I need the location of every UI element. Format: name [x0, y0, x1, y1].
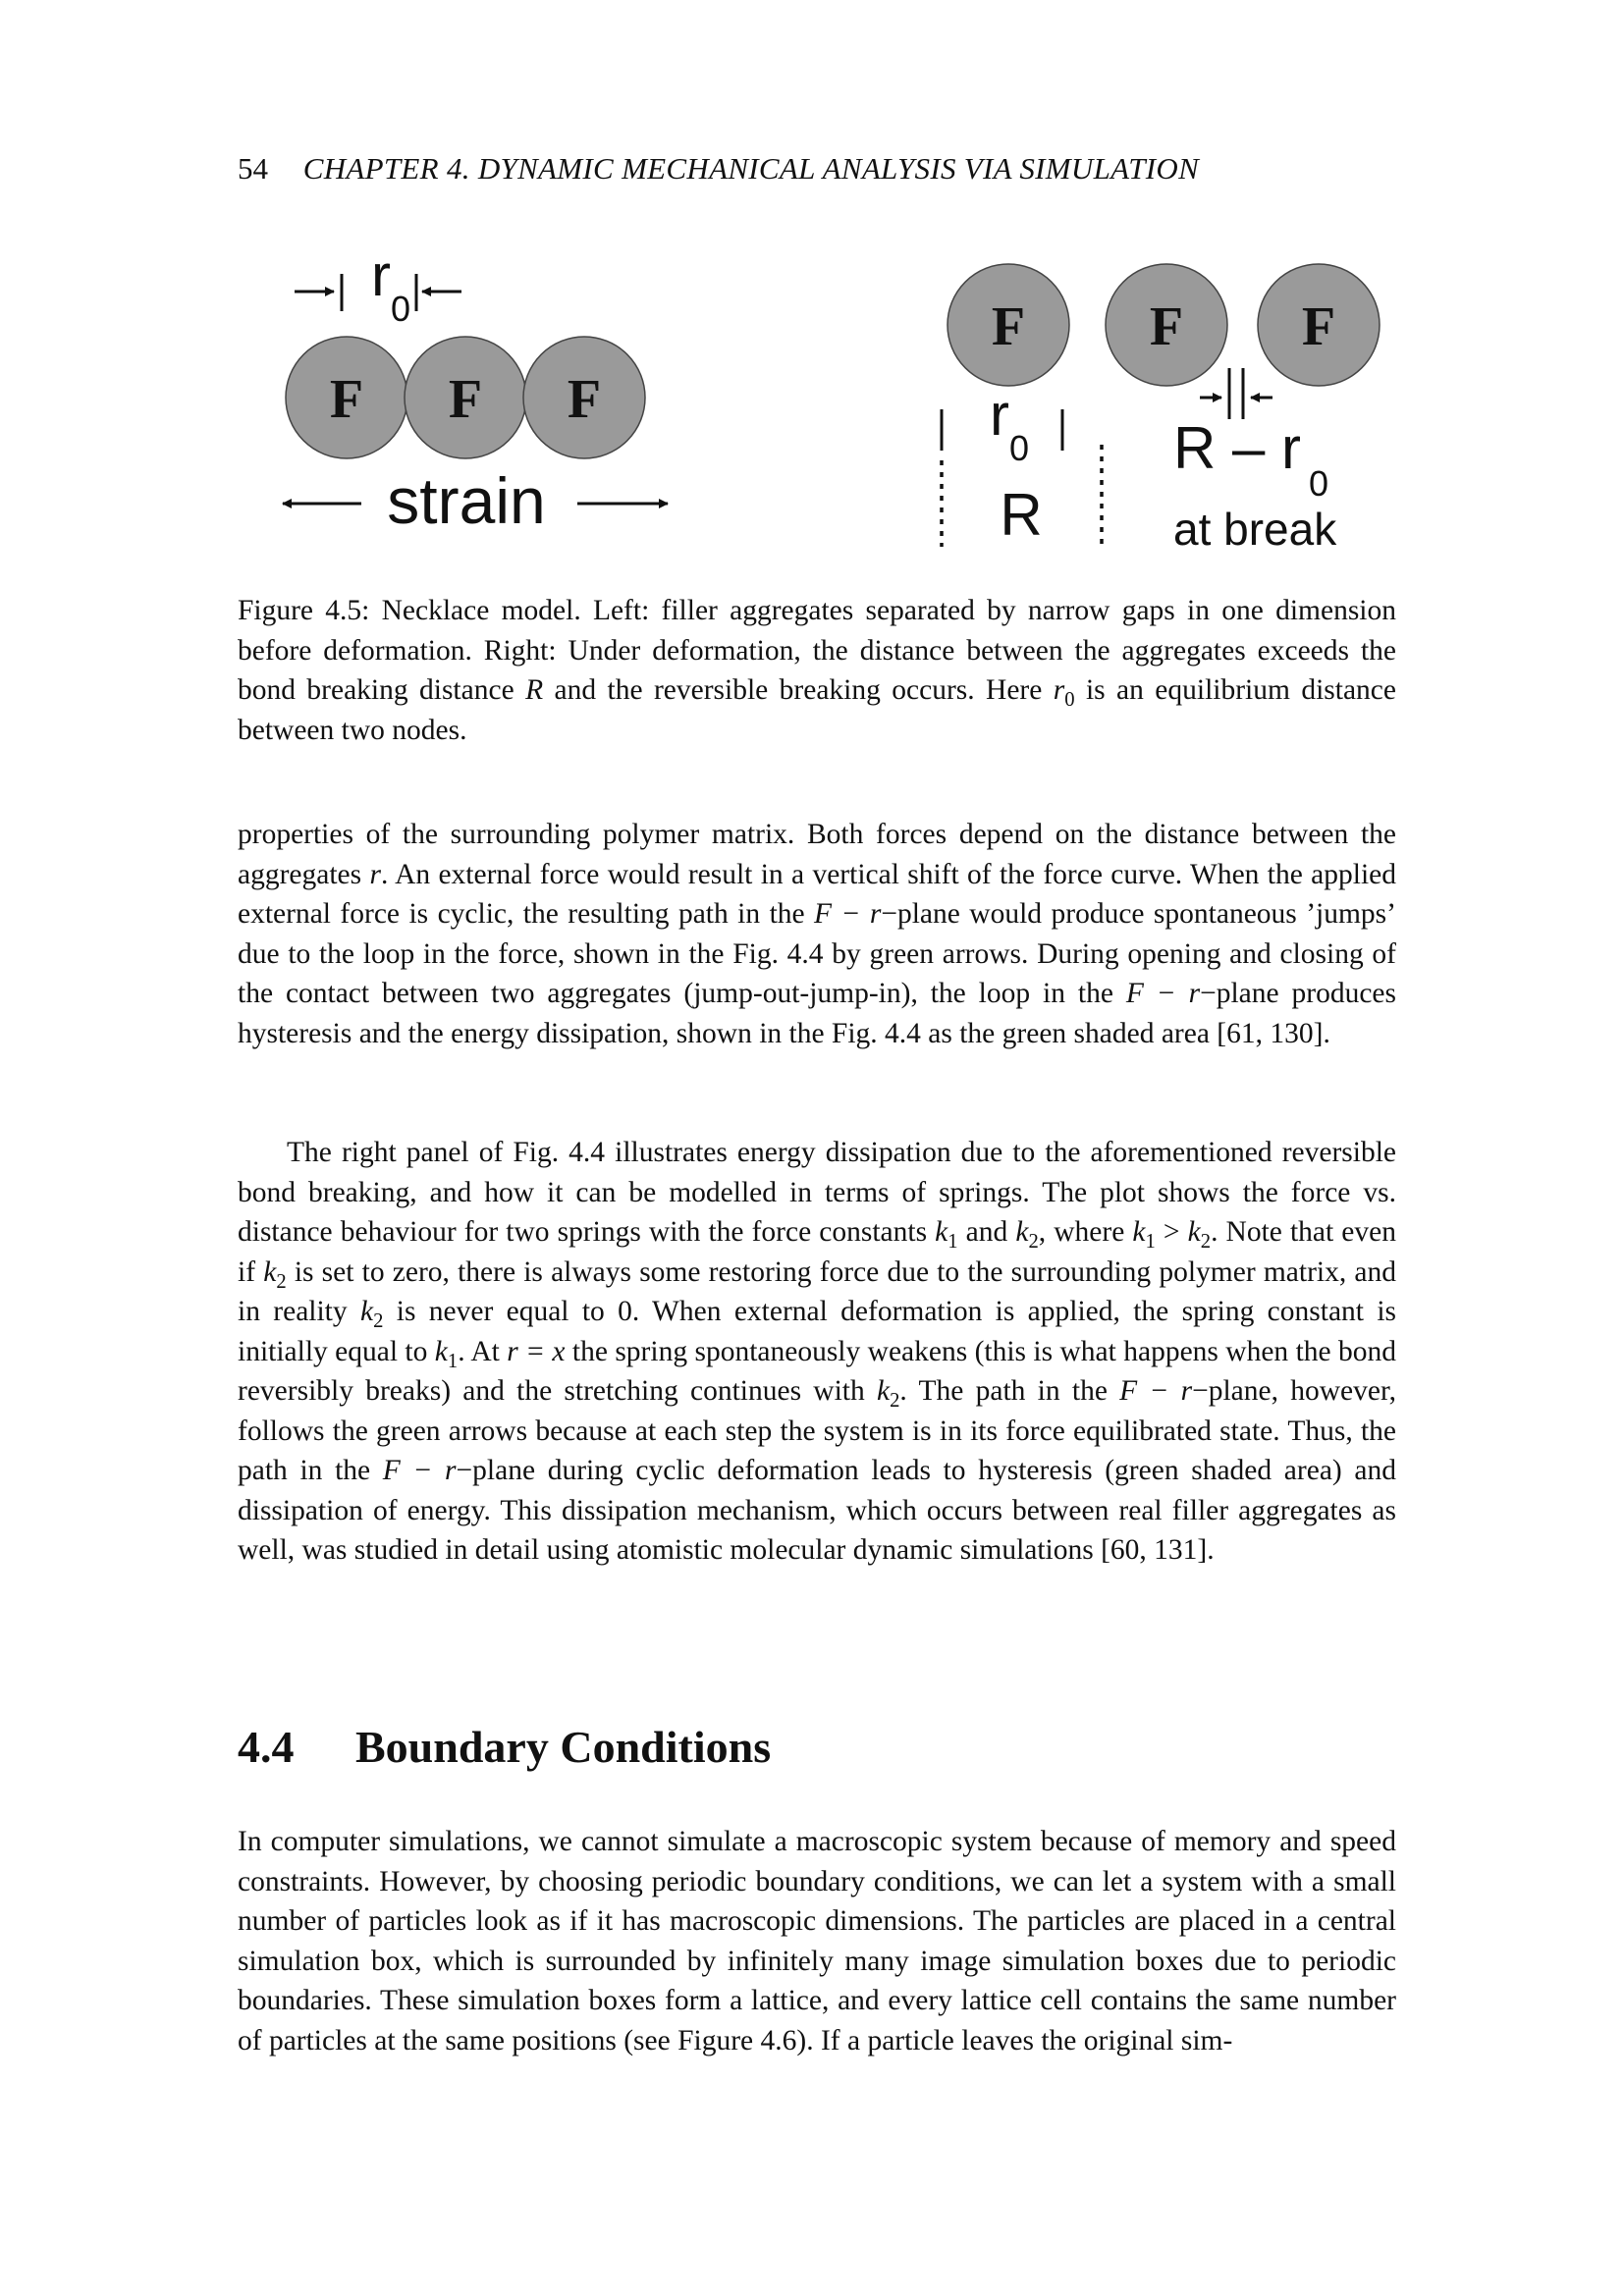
gap-label: R – r [1173, 415, 1302, 481]
text: is set to zero, there is always some restoring force due to the surrounding polymer matrix, and in reality [238, 1255, 1397, 1327]
section-number: 4.4 [238, 1722, 295, 1772]
math: k [1187, 1216, 1201, 1248]
body-paragraph-1 [238, 815, 1396, 1053]
text: . Note that even if [238, 1216, 1396, 1288]
break-label: at break [1173, 504, 1337, 555]
text: is never equal to 0. When external deformation is applied, the spring constant is initially equal to [238, 1296, 1397, 1367]
text: . The path in the [899, 1375, 1120, 1407]
math: k [935, 1216, 948, 1248]
text: . At [458, 1335, 508, 1367]
math-sub: 1 [447, 1350, 459, 1372]
text: the spring spontaneously weakens (this is what happens when the bond reversibly breaks) and the stretching continues with [238, 1335, 1397, 1407]
caption-math-r: r [1053, 674, 1065, 706]
caption-text: Figure 4.5: Necklace model. Left: filler aggregates separated by narrow gaps in one dimension before deformation. Right: Under deformation, the distance between the aggregates exceeds the bond breaking distance [238, 595, 1396, 706]
caption-text: is an equilibrium distance between two nodes. [238, 674, 1396, 746]
spacing-label: r [371, 250, 391, 308]
particle-label: F [448, 369, 483, 430]
text: The right panel of Fig. 4.4 illustrates energy dissipation due to the aforementioned reversible bond breaking, and how it can be modelled in terms of springs. The plot shows the force vs. distance behaviour for two springs with the force constants [238, 1137, 1396, 1248]
text: −plane, however, follows the green arrows because at each step the system is in its force equilibrated state. Thus, the path in the [238, 1375, 1396, 1486]
R-label: R [1000, 482, 1043, 548]
body-paragraph-2 [238, 1133, 1396, 1571]
math: k [877, 1375, 891, 1407]
math: r = x [507, 1335, 566, 1367]
math-sub: 2 [373, 1309, 384, 1332]
section-heading [238, 1720, 1396, 1775]
gap-sub: 0 [1309, 463, 1329, 504]
math-sub: 2 [1200, 1230, 1212, 1253]
math: F − r [1125, 978, 1201, 1009]
math: k [263, 1255, 277, 1288]
text: −plane would produce spontaneous ’jumps’ due to the loop in the force, shown in the Fig. 4.4 by green arrows. During opening and closing of the contact between two aggregates (jump-out-jump-in), the loop in the [238, 898, 1396, 1009]
math-sub: 2 [276, 1270, 287, 1293]
page-number: 54 [238, 151, 268, 186]
math: k [434, 1335, 448, 1367]
particle-label: F [329, 369, 364, 430]
particle-label: F [567, 369, 602, 430]
right-panel [942, 264, 1380, 555]
text: , where [1038, 1216, 1133, 1248]
math: F − r [382, 1455, 457, 1486]
strain-label: strain [387, 464, 546, 537]
text: properties of the surrounding polymer matrix. Both forces depend on the distance between the aggregates [238, 819, 1396, 890]
figure-necklace-model [265, 250, 1394, 574]
math-sub: 1 [947, 1230, 958, 1253]
chapter-title: CHAPTER 4. DYNAMIC MECHANICAL ANALYSIS VIA SIMULATION [302, 151, 1200, 186]
particle-label: F [1301, 296, 1336, 357]
text: . An external force would result in a vertical shift of the force curve. When the applied external force is cyclic, the resulting path in the [238, 858, 1396, 930]
math: > [1155, 1216, 1188, 1248]
body-paragraph-3: In computer simulations, we cannot simulate a macroscopic system because of memory and speed constraints. However, by choosing periodic boundary conditions, we can let a system with a small number of particles look as if it has macroscopic dimensions. The particles are placed in a central simulation box, which is surrounded by infinitely many image simulation boxes due to periodic boundaries. These simulation boxes form a lattice, and every lattice cell contains the same number of particles at the same positions (see Figure 4.6). If a particle leaves the original sim- [238, 1826, 1396, 2056]
math-sub: 2 [890, 1389, 900, 1412]
math: F − r [1119, 1375, 1193, 1407]
math: k [359, 1296, 374, 1327]
text: −plane produces hysteresis and the energy dissipation, shown in the Fig. 4.4 as the green shaded area [61, 130]. [238, 978, 1396, 1049]
math-sub: 2 [1028, 1230, 1039, 1253]
particle-label: F [1149, 296, 1184, 357]
figure-caption [238, 591, 1396, 750]
math: k [1132, 1216, 1146, 1248]
running-header [238, 149, 1396, 188]
r0-sub: 0 [1009, 428, 1030, 468]
section-title: Boundary Conditions [355, 1722, 772, 1772]
particle-label: F [991, 296, 1026, 357]
necklace-diagram [265, 250, 1394, 574]
spacing-sub: 0 [391, 289, 411, 329]
r0-label: r [990, 382, 1009, 448]
caption-text: and the reversible breaking occurs. Here [543, 674, 1054, 706]
left-panel [283, 250, 668, 537]
caption-math-R: R [525, 674, 544, 706]
text: and [957, 1216, 1016, 1248]
math: F − r [814, 898, 882, 930]
math: r [369, 858, 381, 890]
caption-math-sub: 0 [1064, 688, 1075, 711]
math-sub: 1 [1145, 1230, 1156, 1253]
text: −plane during cyclic deformation leads to hysteresis (green shaded area) and dissipation of energy. This dissipation mechanism, which occurs between real filler aggregates as well, was studied in detail using atomistic molecular dynamic simulations [60, 131]. [238, 1455, 1396, 1566]
math: k [1015, 1216, 1029, 1248]
